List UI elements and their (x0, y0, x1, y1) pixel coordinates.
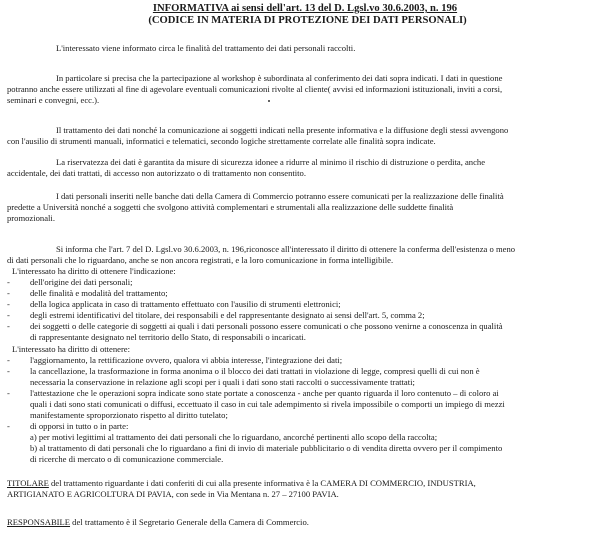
list-subitem: a) per motivi legittimi al trattamento dei dati personali che lo riguardano, ancorché pertinenti allo scopo della raccolta; (30, 432, 438, 442)
list-item: di opporsi in tutto o in parte: (30, 421, 129, 431)
titolare-line-2: ARTIGIANATO E AGRICOLTURA DI PAVIA, con sede in Via Mentana n. 27 – 27100 PAVIA. (7, 489, 339, 499)
paragraph-security-line-1: La riservatezza dei dati è garantita da misure di sicurezza idonee a ridurre al minimo il rischio di distruzione o perdita, anche (56, 157, 486, 167)
list-bullet: - (7, 299, 10, 309)
paragraph-workshop-line-1: In particolare si precisa che la partecipazione al workshop è subordinata al conferimento dei dati sopra indicati. I dati in questione (56, 73, 503, 83)
paragraph-security-line-2: accidentale, dei dati trattati, di accesso non autorizzato o di trattamento non consentito. (7, 168, 307, 178)
paragraph-rights-line-1: Si informa che l'art. 7 del D. Lgsl.vo 30.6.2003, n. 196,riconosce all'interessato il diritto di ottenere la conferma dell'esistenza o meno (56, 244, 516, 254)
paragraph-sharing-line-2: predette a Università nonché a soggetti che svolgono attività complementari e strumentali alla realizzazione delle suddette finalità (7, 202, 454, 212)
list-bullet: - (7, 366, 10, 376)
list-bullet: - (7, 355, 10, 365)
document-title: INFORMATIVA ai sensi dell'art. 13 del D. Lgsl.vo 30.6.2003, n. 196 (152, 3, 458, 14)
list-item: della logica applicata in caso di trattamento effettuato con l'ausilio di strumenti elettronici; (30, 299, 341, 309)
list-item: la cancellazione, la trasformazione in forma anonima o il blocco dei dati trattati in violazione di legge, compresi quelli di cui non è (30, 366, 480, 376)
list-item: delle finalità e modalità del trattamento; (30, 288, 168, 298)
list-subitem-continuation: di ricerche di mercato o di comunicazione commerciale. (30, 454, 224, 464)
responsabile-line (7, 517, 309, 528)
list-item: dell'origine dei dati personali; (30, 277, 133, 287)
list-bullet: - (7, 288, 10, 298)
list-bullet: - (7, 277, 10, 287)
paragraph-intro: L'interessato viene informato circa le finalità del trattamento dei dati personali raccolti. (56, 43, 356, 53)
titolare-text: del trattamento riguardante i dati conferiti di cui alla presente informativa è la CAMERA DI COMMERCIO, INDUSTRIA, (48, 478, 476, 488)
list-bullet: - (7, 321, 10, 331)
paragraph-treatment-line-1: Il trattamento dei dati nonché la comunicazione ai soggetti indicati nella presente informativa e la diffusione degli stessi avvengono (56, 125, 509, 135)
paragraph-workshop-line-3: seminari e convegni, ecc.). (7, 95, 100, 105)
list-indication-intro: L'interessato ha diritto di ottenere l'indicazione: (12, 266, 176, 276)
list-item-continuation: di rappresentante designato nel territorio dello Stato, di responsabili o incaricati. (30, 332, 306, 342)
list-item: l'attestazione che le operazioni sopra indicate sono state portate a conoscenza - anche per quanto riguarda il loro contenuto – di coloro ai (30, 388, 499, 398)
list-bullet: - (7, 421, 10, 431)
list-obtain-intro: L'interessato ha diritto di ottenere: (12, 344, 131, 354)
responsabile-label: RESPONSABILE (7, 517, 71, 527)
document-subtitle: (CODICE IN MATERIA DI PROTEZIONE DEI DATI PERSONALI) (148, 15, 467, 26)
paragraph-sharing-line-3: promozionali. (7, 213, 55, 223)
titolare-line-1 (7, 478, 476, 489)
list-item-continuation: quali i dati sono stati comunicati o diffusi, eccettuato il caso in cui tale adempimento si rivela impossibile o comporti un impiego di mezzi (30, 399, 505, 409)
list-item: l'aggiornamento, la rettificazione ovvero, qualora vi abbia interesse, l'integrazione dei dati; (30, 355, 343, 365)
list-item: degli estremi identificativi del titolare, dei responsabili e del rappresentante designato ai sensi dell'art. 5, comma 2; (30, 310, 425, 320)
paragraph-rights-line-2: di dati personali che lo riguardano, anche se non ancora registrati, e la loro comunicazione in forma intelligibile. (7, 255, 394, 265)
scan-speck (268, 100, 270, 102)
list-bullet: - (7, 388, 10, 398)
paragraph-workshop-line-2: potranno anche essere utilizzati al fine di agevolare eventuali comunicazioni rivolte al cliente( avvisi ed informazioni istituzionali, inviti a corsi, (7, 84, 503, 94)
responsabile-text: del trattamento è il Segretario Generale della Camera di Commercio. (70, 517, 309, 527)
list-bullet: - (7, 310, 10, 320)
titolare-label: TITOLARE (7, 478, 49, 488)
paragraph-sharing-line-1: I dati personali inseriti nelle banche dati della Camera di Commercio potranno essere comunicati per la realizzazione delle finalità (56, 191, 504, 201)
paragraph-treatment-line-2: con l'ausilio di strumenti manuali, informatici e telematici, secondo logiche strettamente correlate alle finalità sopra indicate. (7, 136, 436, 146)
list-item-continuation: manifestamente sproporzionato rispetto al diritto tutelato; (30, 410, 228, 420)
list-item-continuation: necessaria la conservazione in relazione agli scopi per i quali i dati sono stati raccolti o successivamente trattati; (30, 377, 415, 387)
list-item: dei soggetti o delle categorie di soggetti ai quali i dati personali possono essere comunicati o che possono venirne a conoscenza in qualità (30, 321, 503, 331)
list-subitem: b) al trattamento di dati personali che lo riguardano a fini di invio di materiale pubblicitario o di vendita diretta ovvero per il compimento (30, 443, 503, 453)
